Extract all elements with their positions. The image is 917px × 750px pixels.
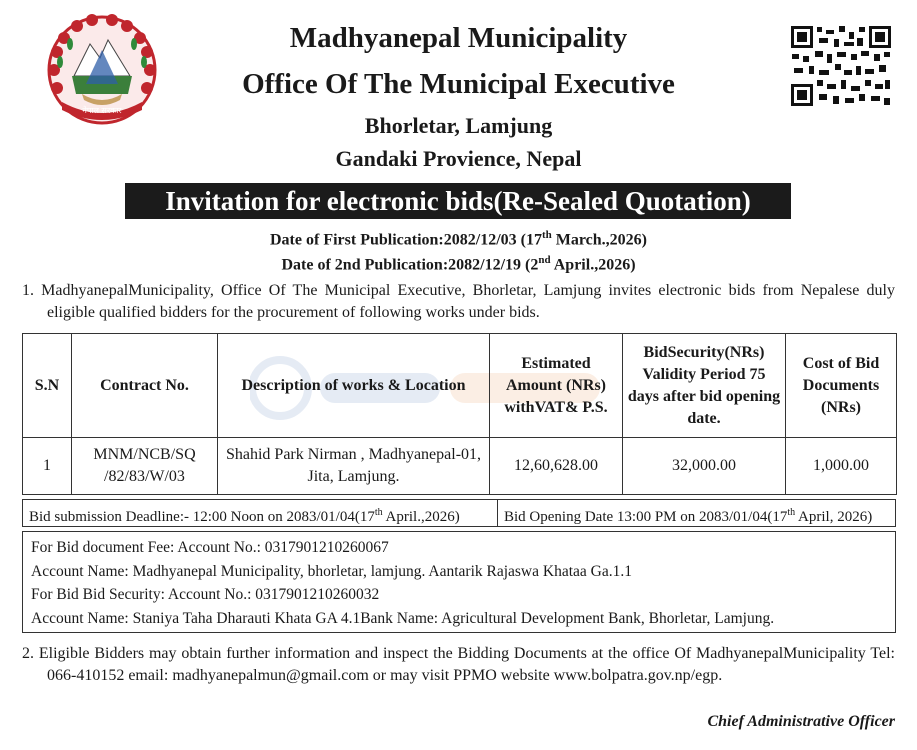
bid-fee-account: For Bid document Fee: Account No.: 0317901210260067 xyxy=(31,539,389,556)
header-estimated-amount: Estimated Amount (NRs) withVAT& P.S. xyxy=(490,334,623,438)
deadline-row xyxy=(22,499,896,527)
account-details-box xyxy=(22,531,896,633)
bid-security-account-name: Account Name: Staniya Taha Dharauti Khata GA 4.1Bank Name: Agricultural Development Bank, Bhorletar, Lamjung. xyxy=(31,609,775,627)
cell-contract-no: MNM/NCB/SQ /82/83/W/03 xyxy=(72,438,218,495)
municipality-name: Madhyanepal Municipality xyxy=(289,22,628,54)
notice-title: Invitation for electronic bids(Re-Sealed Quotation) xyxy=(125,183,791,219)
cell-estimated-amount: 12,60,628.00 xyxy=(490,438,623,495)
first-publication-date: Date of First Publication:2082/12/03 (17th March.,2026) xyxy=(270,229,647,249)
second-publication-date: Date of 2nd Publication:2082/12/19 (2nd April.,2026) xyxy=(281,254,636,274)
header-description: Description of works & Location xyxy=(218,334,490,438)
cell-bid-document-cost: 1,000.00 xyxy=(786,438,897,495)
bid-opening-date: Bid Opening Date 13:00 PM on 2083/01/04(17th April, 2026) xyxy=(504,507,873,525)
svg-text:नेपाल सरकार: नेपाल सरकार xyxy=(82,106,122,115)
cell-description: Shahid Park Nirman , Madhyanepal-01, Jita, Lamjung. xyxy=(218,438,490,495)
signatory-title: Chief Administrative Officer xyxy=(707,713,895,730)
cell-sn: 1 xyxy=(23,438,72,495)
bid-fee-account-name: Account Name: Madhyanepal Municipality, bhorletar, lamjung. Aantarik Rajaswa Khataa Ga.1.1 xyxy=(31,562,632,580)
table-row xyxy=(23,438,897,495)
further-information-paragraph: 2. Eligible Bidders may obtain further information and inspect the Bidding Documents at the office Of MadhyanepalMunicipality Tel: 066-410152 email: madhyanepalmun@gmail.com or may visit PPMO website www.bolpatra.gov.np/egp. xyxy=(22,645,895,684)
invitation-paragraph: 1. MadhyanepalMunicipality, Office Of The Municipal Executive, Bhorletar, Lamjung invites electronic bids from Nepalese duly eligible qualified bidders for the procurement of following works under bids. xyxy=(22,282,895,321)
bid-security-account: For Bid Bid Security: Account No.: 0317901210260032 xyxy=(31,586,380,603)
province-line: Gandaki Provience, Nepal xyxy=(335,146,582,171)
header-bid-document-cost: Cost of Bid Documents (NRs) xyxy=(786,334,897,438)
table-header-row xyxy=(23,334,897,438)
cell-bid-security: 32,000.00 xyxy=(623,438,786,495)
header-sn: S.N xyxy=(23,334,72,438)
office-location: Bhorletar, Lamjung xyxy=(364,113,553,138)
bid-table xyxy=(22,333,897,495)
header-contract-no: Contract No. xyxy=(72,334,218,438)
header-bid-security: BidSecurity(NRs) Validity Period 75 days after bid opening date. xyxy=(623,334,786,438)
office-name: Office Of The Municipal Executive xyxy=(242,68,675,100)
bid-submission-deadline: Bid submission Deadline:- 12:00 Noon on 2083/01/04(17th April.,2026) xyxy=(23,500,498,526)
